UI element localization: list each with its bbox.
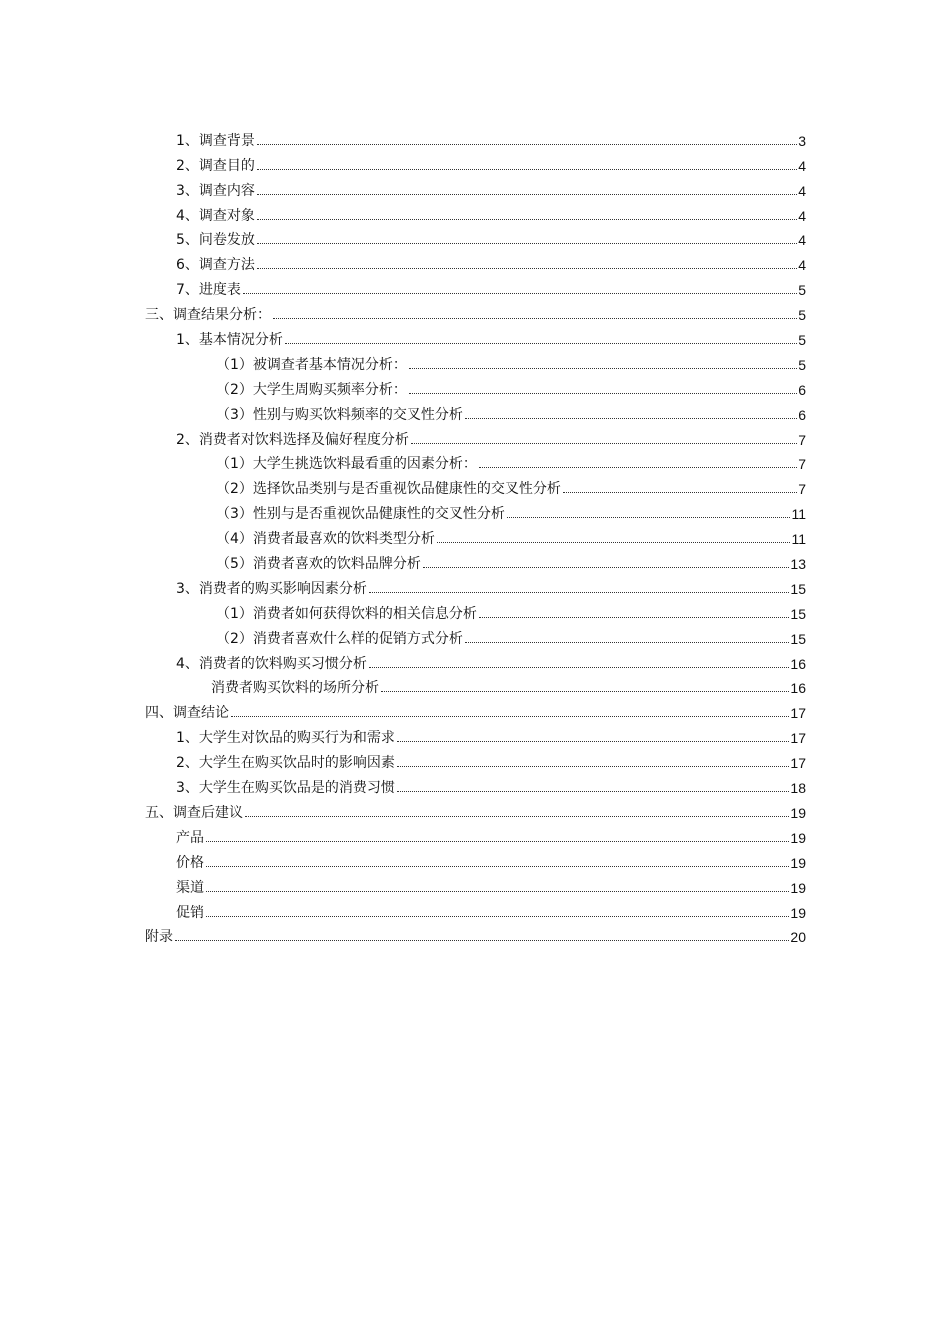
toc-dot-leader [423, 567, 790, 568]
toc-dot-leader [257, 243, 797, 244]
toc-entry-page-number: 4 [798, 182, 806, 199]
toc-entry-label: 6、调查方法 [176, 257, 255, 274]
toc-entry-label: （3）性别与购买饮料频率的交叉性分析 [216, 406, 463, 423]
toc-entry[interactable] [0, 697, 806, 722]
toc-entry[interactable] [0, 274, 806, 299]
toc-entry[interactable] [0, 747, 806, 772]
toc-entry-label: 消费者购买饮料的场所分析 [211, 680, 379, 697]
toc-entry-page-number: 5 [798, 332, 806, 349]
toc-entry-label: 5、问卷发放 [176, 232, 255, 249]
toc-entry[interactable] [0, 200, 806, 225]
toc-entry-label: （2）大学生周购买频率分析： [216, 381, 407, 398]
toc-entry-label: 3、消费者的购买影响因素分析 [176, 580, 367, 597]
toc-dot-leader [409, 368, 797, 369]
toc-entry-label: 价格 [176, 854, 204, 871]
toc-entry-label: 7、进度表 [176, 282, 241, 299]
toc-dot-leader [465, 418, 797, 419]
toc-entry[interactable] [0, 150, 806, 175]
toc-dot-leader [479, 467, 797, 468]
toc-entry-page-number: 7 [798, 431, 806, 448]
toc-entry-label: 1、基本情况分析 [176, 332, 283, 349]
toc-entry[interactable] [0, 449, 806, 474]
toc-entry-page-number: 19 [790, 879, 806, 896]
toc-entry[interactable] [0, 498, 806, 523]
toc-entry[interactable] [0, 299, 806, 324]
toc-entry-page-number: 16 [790, 655, 806, 672]
toc-entry-page-number: 4 [798, 257, 806, 274]
toc-entry-page-number: 4 [798, 207, 806, 224]
toc-dot-leader [206, 891, 789, 892]
toc-dot-leader [206, 866, 789, 867]
toc-entry-label: 2、大学生在购买饮品时的影响因素 [176, 755, 395, 772]
toc-entry-label: 促销 [176, 904, 204, 921]
toc-entry-page-number: 15 [790, 580, 806, 597]
toc-entry-page-number: 11 [791, 506, 806, 523]
table-of-contents [0, 125, 950, 946]
toc-entry[interactable] [0, 399, 806, 424]
toc-entry[interactable] [0, 673, 806, 698]
toc-entry-label: （1）消费者如何获得饮料的相关信息分析 [216, 605, 477, 622]
toc-dot-leader [465, 642, 790, 643]
toc-dot-leader [437, 542, 791, 543]
toc-entry-page-number: 7 [798, 481, 806, 498]
toc-entry-page-number: 19 [790, 829, 806, 846]
toc-entry-label: （5）消费者喜欢的饮料品牌分析 [216, 556, 421, 573]
toc-entry[interactable] [0, 225, 806, 250]
toc-entry-label: 3、大学生在购买饮品是的消费习惯 [176, 780, 395, 797]
toc-dot-leader [381, 691, 789, 692]
toc-entry-label: （1）大学生挑选饮料最看重的因素分析： [216, 456, 477, 473]
toc-entry-page-number: 7 [798, 456, 806, 473]
toc-entry-page-number: 15 [790, 630, 806, 647]
toc-dot-leader [285, 343, 797, 344]
toc-entry-page-number: 13 [790, 556, 806, 573]
toc-entry-page-number: 20 [790, 929, 806, 946]
toc-entry-page-number: 4 [798, 232, 806, 249]
toc-entry[interactable] [0, 349, 806, 374]
toc-entry-label: 产品 [176, 829, 204, 846]
toc-dot-leader [243, 293, 797, 294]
toc-entry[interactable] [0, 872, 806, 897]
toc-entry-page-number: 19 [790, 804, 806, 821]
toc-dot-leader [369, 592, 790, 593]
toc-entry-label: （2）选择饮品类别与是否重视饮品健康性的交叉性分析 [216, 481, 561, 498]
toc-dot-leader [257, 219, 797, 220]
toc-entry[interactable] [0, 648, 806, 673]
toc-entry-page-number: 5 [798, 356, 806, 373]
toc-dot-leader [257, 144, 797, 145]
toc-entry-page-number: 17 [790, 705, 806, 722]
toc-entry-label: （3）性别与是否重视饮品健康性的交叉性分析 [216, 506, 505, 523]
toc-dot-leader [397, 766, 790, 767]
toc-dot-leader [397, 791, 790, 792]
toc-entry-label: 2、消费者对饮料选择及偏好程度分析 [176, 431, 409, 448]
toc-entry[interactable] [0, 722, 806, 747]
toc-dot-leader [231, 716, 789, 717]
toc-entry-label: 4、消费者的饮料购买习惯分析 [176, 655, 367, 672]
toc-entry-label: 五、调查后建议 [145, 804, 243, 821]
toc-entry[interactable] [0, 573, 806, 598]
toc-entry[interactable] [0, 897, 806, 922]
toc-entry[interactable] [0, 598, 806, 623]
toc-entry-page-number: 17 [790, 755, 806, 772]
toc-entry-label: 3、调查内容 [176, 182, 255, 199]
toc-dot-leader [409, 393, 797, 394]
toc-entry-page-number: 4 [798, 157, 806, 174]
toc-entry[interactable] [0, 797, 806, 822]
toc-entry[interactable] [0, 374, 806, 399]
toc-entry-page-number: 6 [798, 381, 806, 398]
toc-dot-leader [507, 517, 791, 518]
toc-dot-leader [369, 667, 790, 668]
toc-entry[interactable] [0, 125, 806, 150]
toc-entry-label: 三、调查结果分析： [145, 307, 271, 324]
toc-dot-leader [206, 841, 789, 842]
toc-dot-leader [397, 741, 790, 742]
toc-dot-leader [257, 194, 797, 195]
toc-dot-leader [273, 318, 797, 319]
toc-entry[interactable] [0, 473, 806, 498]
toc-entry[interactable] [0, 922, 806, 947]
toc-entry-label: （2）消费者喜欢什么样的促销方式分析 [216, 630, 463, 647]
toc-entry-label: （4）消费者最喜欢的饮料类型分析 [216, 531, 435, 548]
toc-dot-leader [257, 169, 797, 170]
toc-entry-label: 1、调查背景 [176, 132, 255, 149]
toc-entry-label: 1、大学生对饮品的购买行为和需求 [176, 730, 395, 747]
toc-dot-leader [206, 916, 789, 917]
toc-entry-page-number: 3 [798, 132, 806, 149]
toc-entry[interactable] [0, 324, 806, 349]
toc-entry-label: 4、调查对象 [176, 207, 255, 224]
toc-dot-leader [479, 617, 790, 618]
toc-entry-label: （1）被调查者基本情况分析： [216, 356, 407, 373]
toc-dot-leader [257, 268, 797, 269]
toc-entry[interactable] [0, 623, 806, 648]
toc-dot-leader [175, 940, 789, 941]
toc-entry[interactable] [0, 249, 806, 274]
toc-entry-page-number: 5 [798, 282, 806, 299]
toc-entry-label: 四、调查结论 [145, 705, 229, 722]
toc-entry-page-number: 11 [791, 531, 806, 548]
toc-entry[interactable] [0, 175, 806, 200]
toc-entry[interactable] [0, 847, 806, 872]
toc-entry-page-number: 15 [790, 605, 806, 622]
toc-entry-page-number: 17 [790, 730, 806, 747]
toc-dot-leader [563, 492, 797, 493]
toc-dot-leader [245, 816, 789, 817]
toc-dot-leader [411, 443, 797, 444]
toc-entry[interactable] [0, 424, 806, 449]
toc-entry[interactable] [0, 772, 806, 797]
toc-entry-page-number: 18 [790, 780, 806, 797]
toc-entry-label: 2、调查目的 [176, 157, 255, 174]
toc-entry-page-number: 5 [798, 307, 806, 324]
toc-entry[interactable] [0, 548, 806, 573]
toc-entry-page-number: 19 [790, 904, 806, 921]
toc-entry[interactable] [0, 523, 806, 548]
toc-entry[interactable] [0, 822, 806, 847]
toc-entry-page-number: 6 [798, 406, 806, 423]
toc-entry-label: 渠道 [176, 879, 204, 896]
toc-entry-page-number: 19 [790, 854, 806, 871]
toc-entry-page-number: 16 [790, 680, 806, 697]
toc-entry-label: 附录 [145, 929, 173, 946]
